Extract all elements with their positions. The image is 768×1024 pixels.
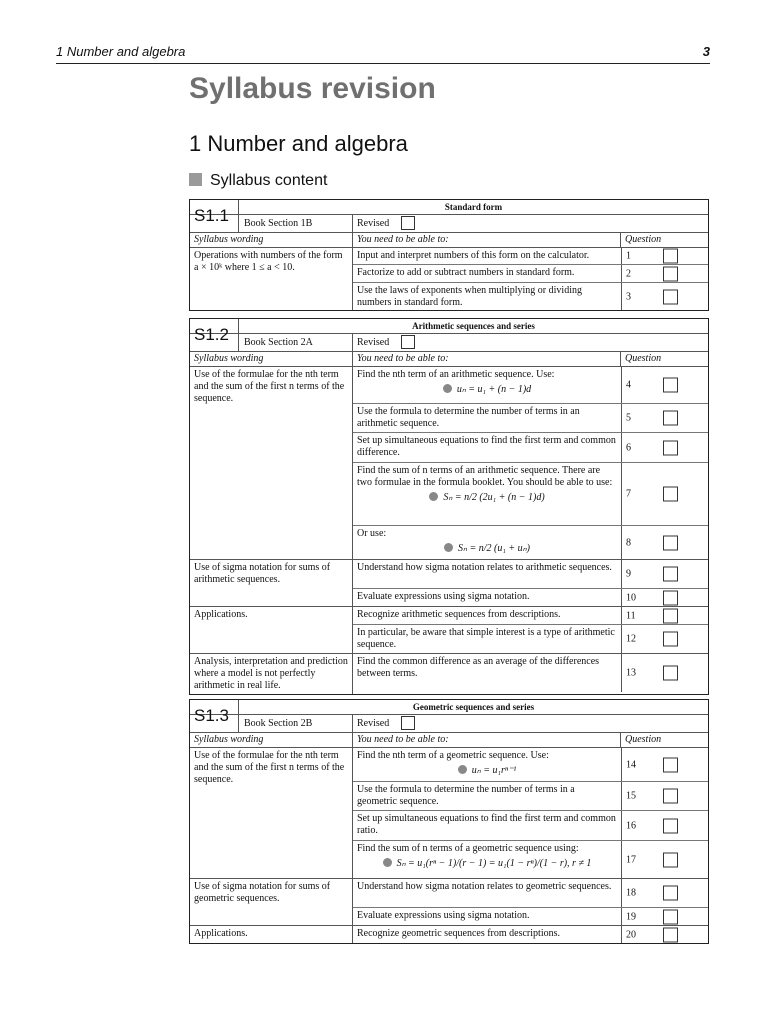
requirement-text: Find the sum of n terms of a geometric sequence using: <box>357 843 579 854</box>
question-number: 19 <box>626 911 636 922</box>
calculator-icon <box>444 543 453 552</box>
question-checkbox[interactable] <box>663 852 678 867</box>
question-checkbox[interactable] <box>663 818 678 833</box>
syllabus-group <box>190 879 708 926</box>
requirement-row <box>353 560 708 589</box>
header-syllabus-wording: Syllabus wording <box>194 353 264 364</box>
page-number: 3 <box>702 44 710 59</box>
question-checkbox[interactable] <box>663 411 678 426</box>
syllabus-wording: Applications. <box>194 609 248 620</box>
section-title: 1 Number and algebra <box>189 131 408 156</box>
question-checkbox[interactable] <box>663 266 678 281</box>
question-number: 18 <box>626 887 636 899</box>
requirement-cell <box>353 811 621 840</box>
question-checkbox[interactable] <box>663 567 678 582</box>
question-checkbox[interactable] <box>663 535 678 550</box>
subsection-title <box>189 172 327 190</box>
question-number: 12 <box>626 633 636 645</box>
question-cell <box>621 526 708 559</box>
question-cell <box>621 367 708 403</box>
requirement-row <box>353 404 708 433</box>
syllabus-wording: Use of the formulae for the nth term and the sum of the first n terms of the sequence. <box>194 369 345 404</box>
requirement-row <box>353 654 708 692</box>
requirement-text: Factorize to add or subtract numbers in standard form. <box>357 267 575 278</box>
question-number: 20 <box>626 929 636 940</box>
requirement-text: Set up simultaneous equations to find the first term and common difference. <box>357 435 616 458</box>
revised-checkbox[interactable] <box>401 216 415 230</box>
syllabus-group <box>190 607 708 654</box>
requirement-row <box>353 526 708 559</box>
header-question: Question <box>620 352 708 366</box>
syllabus-block-s1-2 <box>189 318 709 695</box>
question-cell <box>621 841 708 878</box>
question-number: 5 <box>626 412 631 424</box>
topic-title: Arithmetic sequences and series <box>238 319 708 333</box>
requirement-rows <box>352 654 708 694</box>
requirement-cell <box>353 589 621 606</box>
requirement-row <box>353 841 708 878</box>
question-checkbox[interactable] <box>663 590 678 605</box>
requirement-cell <box>353 782 621 810</box>
question-cell <box>621 908 708 925</box>
requirement-text: Set up simultaneous equations to find the first term and common ratio. <box>357 813 616 836</box>
book-section: Book Section 1B <box>238 215 352 232</box>
section-code: S1.2 <box>194 325 229 344</box>
requirement-cell <box>353 283 621 310</box>
requirement-cell <box>353 560 621 588</box>
syllabus-wording: Use of sigma notation for sums of geometric sequences. <box>194 881 331 904</box>
requirement-cell <box>353 248 621 264</box>
header-need-to-be-able: You need to be able to: <box>352 233 620 247</box>
requirement-cell <box>353 625 621 653</box>
header-rule <box>56 63 710 64</box>
syllabus-group <box>190 654 708 694</box>
requirement-text: Recognize geometric sequences from descriptions. <box>357 928 560 939</box>
formula <box>357 491 617 505</box>
requirement-row <box>353 607 708 625</box>
requirement-cell <box>353 367 621 403</box>
requirement-text: In particular, be aware that simple interest is a type of arithmetic sequence. <box>357 627 615 650</box>
question-checkbox[interactable] <box>663 378 678 393</box>
requirement-cell <box>353 926 621 943</box>
question-checkbox[interactable] <box>663 927 678 942</box>
revised-field: Revised <box>352 215 708 232</box>
requirement-text: Recognize arithmetic sequences from descriptions. <box>357 609 561 620</box>
calculator-icon <box>458 765 467 774</box>
formula <box>357 857 617 871</box>
question-number: 10 <box>626 592 636 603</box>
question-checkbox[interactable] <box>663 886 678 901</box>
requirement-text: Evaluate expressions using sigma notation. <box>357 591 530 602</box>
requirement-cell <box>353 526 621 559</box>
question-checkbox[interactable] <box>663 249 678 264</box>
question-cell <box>621 607 708 624</box>
column-headers <box>190 733 708 748</box>
syllabus-wording: Use of the formulae for the nth term and the sum of the first n terms of the sequence. <box>194 750 345 785</box>
requirement-cell <box>353 404 621 432</box>
topic-row <box>190 700 708 715</box>
column-headers <box>190 233 708 248</box>
requirement-rows <box>352 607 708 653</box>
calculator-icon <box>383 858 392 867</box>
formula-text: Sₙ = u₁(rⁿ − 1)/(r − 1) = u₁(1 − rⁿ)/(1 − r), r ≠ 1 <box>396 858 592 869</box>
question-cell <box>621 926 708 943</box>
requirement-text: Find the common difference as an average of the differences between terms. <box>357 656 600 679</box>
requirement-row <box>353 589 708 606</box>
running-header <box>56 44 710 62</box>
requirement-text: Understand how sigma notation relates to arithmetic sequences. <box>357 562 612 573</box>
requirement-rows <box>352 248 708 310</box>
requirement-text: Use the formula to determine the number of terms in a geometric sequence. <box>357 784 575 807</box>
syllabus-wording: Use of sigma notation for sums of arithmetic sequences. <box>194 562 331 585</box>
syllabus-block-s1-1 <box>189 199 709 311</box>
question-cell <box>621 748 708 781</box>
book-section: Book Section 2B <box>238 715 352 732</box>
syllabus-wording: Applications. <box>194 928 248 939</box>
question-number: 17 <box>626 854 636 865</box>
requirement-rows <box>352 926 708 943</box>
page-title: Syllabus revision <box>189 72 436 105</box>
requirement-text: Evaluate expressions using sigma notation. <box>357 910 530 921</box>
column-headers <box>190 352 708 367</box>
requirement-cell <box>353 908 621 925</box>
requirement-row <box>353 748 708 782</box>
requirement-cell <box>353 879 621 907</box>
formula-text: Sₙ = n/2 (u₁ + uₙ) <box>458 543 530 554</box>
requirement-row <box>353 879 708 908</box>
question-number: 9 <box>626 568 631 580</box>
syllabus-group <box>190 926 708 943</box>
question-number: 15 <box>626 790 636 802</box>
revised-checkbox[interactable] <box>401 335 415 349</box>
question-number: 7 <box>626 488 631 500</box>
formula-text: uₙ = u₁rⁿ⁻¹ <box>471 765 517 776</box>
header-question: Question <box>620 733 708 747</box>
requirement-cell <box>353 265 621 282</box>
requirement-row <box>353 811 708 841</box>
syllabus-group <box>190 248 708 310</box>
requirement-row <box>353 248 708 265</box>
requirement-rows <box>352 748 708 878</box>
topic-title: Standard form <box>238 200 708 214</box>
question-cell <box>621 589 708 606</box>
revised-checkbox[interactable] <box>401 716 415 730</box>
question-checkbox[interactable] <box>663 487 678 502</box>
section-code: S1.3 <box>194 706 229 725</box>
requirement-text: Understand how sigma notation relates to geometric sequences. <box>357 881 612 892</box>
question-cell <box>621 433 708 462</box>
requirement-row <box>353 782 708 811</box>
header-syllabus-wording: Syllabus wording <box>194 234 264 245</box>
book-section: Book Section 2A <box>238 334 352 351</box>
requirement-rows <box>352 560 708 606</box>
question-number: 2 <box>626 268 631 279</box>
formula-text: uₙ = u₁ + (n − 1)d <box>456 384 532 395</box>
requirement-row <box>353 908 708 925</box>
question-checkbox[interactable] <box>663 757 678 772</box>
syllabus-group <box>190 367 708 560</box>
question-checkbox[interactable] <box>663 289 678 304</box>
question-number: 14 <box>626 759 636 770</box>
header-syllabus-wording: Syllabus wording <box>194 734 264 745</box>
syllabus-wording: Operations with numbers of the form a × 10ᵏ where 1 ≤ a < 10. <box>194 250 343 273</box>
requirement-row <box>353 283 708 310</box>
requirement-row <box>353 926 708 943</box>
requirement-text: Input and interpret numbers of this form on the calculator. <box>357 250 590 261</box>
requirement-rows <box>352 367 708 559</box>
question-cell <box>621 265 708 282</box>
question-cell <box>621 463 708 525</box>
question-checkbox[interactable] <box>663 608 678 623</box>
requirement-row <box>353 463 708 526</box>
requirement-text: Find the nth term of a geometric sequence. Use: <box>357 750 549 761</box>
question-number: 6 <box>626 442 631 453</box>
header-need-to-be-able: You need to be able to: <box>352 352 620 366</box>
question-checkbox[interactable] <box>663 632 678 647</box>
question-checkbox[interactable] <box>663 909 678 924</box>
section-code: S1.1 <box>194 206 229 225</box>
requirement-cell <box>353 433 621 462</box>
topic-row <box>190 200 708 215</box>
question-number: 8 <box>626 537 631 548</box>
topic-row <box>190 319 708 334</box>
syllabus-wording: Analysis, interpretation and prediction where a model is not perfectly arithmetic in real life. <box>194 656 348 691</box>
header-need-to-be-able: You need to be able to: <box>352 733 620 747</box>
calculator-icon <box>429 492 438 501</box>
question-number: 11 <box>626 610 636 621</box>
question-cell <box>621 782 708 810</box>
question-cell <box>621 404 708 432</box>
formula <box>357 764 617 778</box>
calculator-icon <box>443 384 452 393</box>
square-bullet-icon <box>189 173 202 186</box>
formula <box>357 542 617 556</box>
question-cell <box>621 625 708 653</box>
question-number: 4 <box>626 379 631 391</box>
requirement-row <box>353 367 708 404</box>
requirement-cell <box>353 748 621 781</box>
question-checkbox[interactable] <box>663 440 678 455</box>
question-checkbox[interactable] <box>663 666 678 681</box>
question-cell <box>621 560 708 588</box>
revised-field: Revised <box>352 334 708 351</box>
question-cell <box>621 811 708 840</box>
topic-title: Geometric sequences and series <box>238 700 708 714</box>
requirement-cell <box>353 654 621 692</box>
requirement-text: Find the sum of n terms of an arithmetic sequence. There are two formulae in the formula booklet. You should be able to use: <box>357 465 613 488</box>
requirement-text: Find the nth term of an arithmetic sequence. Use: <box>357 369 555 380</box>
header-question: Question <box>620 233 708 247</box>
formula <box>357 383 617 397</box>
requirement-cell <box>353 463 621 525</box>
requirement-text: Or use: <box>357 528 387 539</box>
question-number: 3 <box>626 291 631 302</box>
requirement-rows <box>352 879 708 925</box>
running-header-chapter: 1 Number and algebra <box>56 44 186 59</box>
question-number: 13 <box>626 667 636 679</box>
question-number: 16 <box>626 820 636 831</box>
question-cell <box>621 879 708 907</box>
requirement-row <box>353 433 708 463</box>
requirement-row <box>353 625 708 653</box>
question-cell <box>621 654 708 692</box>
subsection-title-text: Syllabus content <box>210 172 328 189</box>
syllabus-block-s1-3 <box>189 699 709 944</box>
question-cell <box>621 283 708 310</box>
syllabus-group <box>190 748 708 879</box>
question-number: 1 <box>626 250 631 262</box>
question-cell <box>621 248 708 264</box>
revised-field: Revised <box>352 715 708 732</box>
requirement-text: Use the laws of exponents when multiplying or dividing numbers in standard form. <box>357 285 582 308</box>
question-checkbox[interactable] <box>663 789 678 804</box>
requirement-cell <box>353 607 621 624</box>
requirement-text: Use the formula to determine the number of terms in an arithmetic sequence. <box>357 406 580 429</box>
requirement-row <box>353 265 708 283</box>
formula-text: Sₙ = n/2 (2u₁ + (n − 1)d) <box>443 492 545 503</box>
requirement-cell <box>353 841 621 878</box>
syllabus-group <box>190 560 708 607</box>
